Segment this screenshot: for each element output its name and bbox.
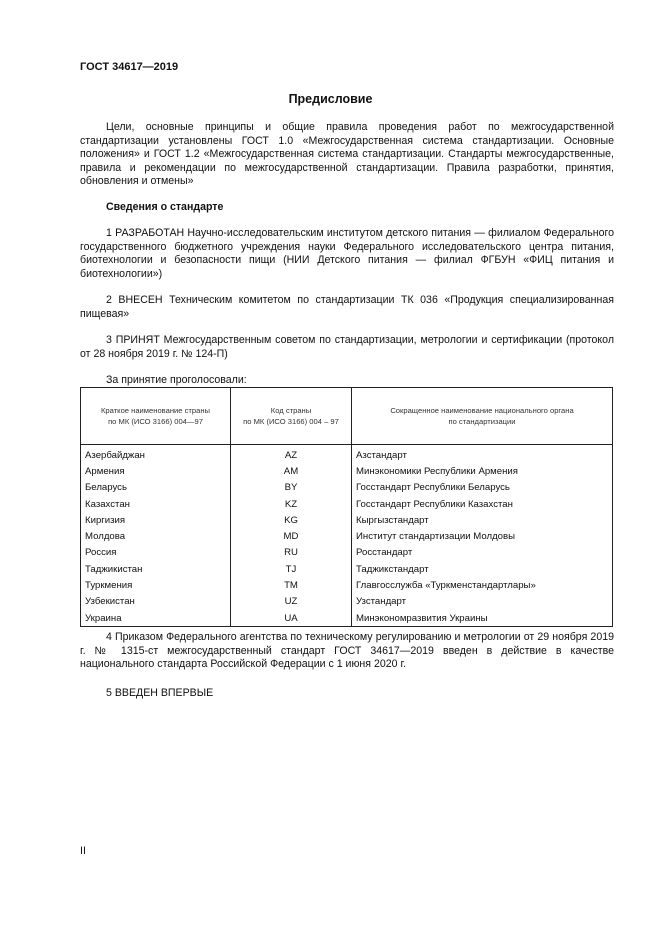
table-row <box>81 577 613 593</box>
header-country-name <box>81 388 231 445</box>
document-code-header: ГОСТ 34617—2019 <box>80 61 179 73</box>
intro-text: Цели, основные принципы и общие правила проведения работ по межгосударственной стандартизации установлены ГОСТ 1.0 «Межгосударственная система стандартизации. Основные положения» и ГОСТ 1.2 «Межгосударственная система стандартизации. Стандарты межгосударственные, правила и рекомендации по межгосударственной стандартизации. Правила разработки, принятия, обновления и отмены» <box>80 121 614 188</box>
item-4-paragraph <box>80 631 614 672</box>
country-cell: Казахстан <box>81 496 231 512</box>
item-3-text: 3 ПРИНЯТ Межгосударственным советом по стандартизации, метрологии и сертификации (протокол от 28 ноября 2019 г. № 124-П) <box>80 334 614 360</box>
code-cell: UZ <box>231 594 352 610</box>
country-cell: Молдова <box>81 528 231 544</box>
table-row <box>81 496 613 512</box>
item-2-text: 2 ВНЕСЕН Техническим комитетом по стандартизации ТК 036 «Продукция специализированная пищевая» <box>80 294 614 320</box>
item-1-paragraph <box>80 227 614 281</box>
section-subheading: Сведения о стандарте <box>106 201 224 213</box>
code-cell: AM <box>231 463 352 479</box>
table-row <box>81 545 613 561</box>
country-cell: Беларусь <box>81 480 231 496</box>
code-cell: UA <box>231 610 352 627</box>
header-country-code-line2: по МК (ИСО 3166) 004 – 97 <box>243 417 339 426</box>
country-cell: Таджикистан <box>81 561 231 577</box>
code-cell: KG <box>231 512 352 528</box>
voting-countries-table <box>80 387 613 627</box>
header-country-name-line1: Краткое наименование страны <box>101 406 210 415</box>
code-cell: MD <box>231 528 352 544</box>
code-cell: TM <box>231 577 352 593</box>
body-cell: Кыргызстандарт <box>352 512 613 528</box>
body-cell: Госстандарт Республики Беларусь <box>352 480 613 496</box>
body-cell: Азстандарт <box>352 445 613 464</box>
item-5-paragraph <box>80 687 614 701</box>
table-row <box>81 445 613 464</box>
code-cell: KZ <box>231 496 352 512</box>
page-title: Предисловие <box>288 92 373 106</box>
header-country-code <box>231 388 352 445</box>
country-cell: Киргизия <box>81 512 231 528</box>
country-cell: Узбекистан <box>81 594 231 610</box>
body-cell: Институт стандартизации Молдовы <box>352 528 613 544</box>
table-row <box>81 480 613 496</box>
table-row <box>81 463 613 479</box>
intro-paragraph <box>80 121 614 189</box>
body-cell: Узстандарт <box>352 594 613 610</box>
country-cell: Азербайджан <box>81 445 231 464</box>
body-cell: Главгосслужба «Туркменстандартлары» <box>352 577 613 593</box>
country-cell: Россия <box>81 545 231 561</box>
body-cell: Росстандарт <box>352 545 613 561</box>
item-4-text: 4 Приказом Федерального агентства по техническому регулированию и метрологии от 29 ноября 2019 г. № 1315-ст межгосударственный стандарт ГОСТ 34617—2019 введен в действие в качестве национального стандарта Российской Федерации с 1 июня 2020 г. <box>80 631 614 671</box>
item-5-text: 5 ВВЕДЕН ВПЕРВЫЕ <box>106 687 214 699</box>
code-cell: TJ <box>231 561 352 577</box>
code-cell: RU <box>231 545 352 561</box>
country-cell: Туркмения <box>81 577 231 593</box>
table-header-row <box>81 388 613 445</box>
body-cell: Госстандарт Республики Казахстан <box>352 496 613 512</box>
header-country-code-line1: Код страны <box>270 406 312 415</box>
header-standards-body-line1: Сокращенное наименование национального органа <box>390 406 574 415</box>
item-3-paragraph <box>80 334 614 361</box>
country-cell: Украина <box>81 610 231 627</box>
header-standards-body-line2: по стандартизации <box>448 417 516 426</box>
item-1-text: 1 РАЗРАБОТАН Научно-исследовательским институтом детского питания — филиалом Федерального государственного бюджетного учреждения науки Федерального исследовательского центра питания, биотехнологии и безопасности пищи (НИИ Детского питания — филиал ФГБУН «ФИЦ питания и биотехнологии») <box>80 227 614 280</box>
page-number: II <box>80 845 86 857</box>
table-row <box>81 561 613 577</box>
voted-label: За принятие проголосовали: <box>106 374 247 386</box>
table-row <box>81 512 613 528</box>
code-cell: AZ <box>231 445 352 464</box>
code-cell: BY <box>231 480 352 496</box>
body-cell: Минэкономразвития Украины <box>352 610 613 627</box>
table-row <box>81 528 613 544</box>
item-2-paragraph <box>80 294 614 321</box>
country-cell: Армения <box>81 463 231 479</box>
header-standards-body <box>352 388 613 445</box>
body-cell: Минэкономики Республики Армения <box>352 463 613 479</box>
table-row <box>81 610 613 627</box>
table-row <box>81 594 613 610</box>
header-country-name-line2: по МК (ИСО 3166) 004—97 <box>108 417 203 426</box>
body-cell: Таджикстандарт <box>352 561 613 577</box>
